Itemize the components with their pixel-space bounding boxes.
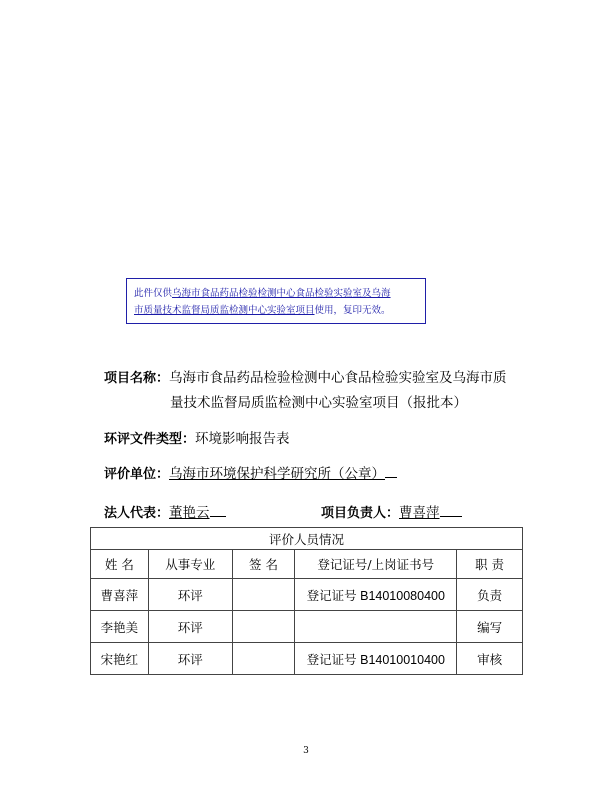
staff-duty: 审核 (457, 643, 523, 675)
project-lead-label: 项目负责人： (321, 506, 400, 521)
page-number: 3 (303, 746, 309, 756)
staff-signature (232, 611, 295, 643)
header-cert-no: 登记证号/上岗证书号 (295, 550, 457, 579)
project-lead-value: 曹喜萍 (399, 505, 440, 521)
staff-signature (232, 579, 295, 611)
usage-notice-box (126, 278, 426, 324)
legal-rep-row (104, 501, 226, 521)
staff-name: 李艳美 (91, 611, 149, 643)
staff-table-title: 评价人员情况 (91, 528, 523, 550)
table-row (91, 643, 523, 675)
notice-project-link-1: 乌海市食品药品检验检测中心食品检验实验室及乌海 (172, 288, 391, 299)
staff-duty: 编写 (457, 611, 523, 643)
staff-name: 曹喜萍 (91, 579, 149, 611)
notice-suffix: 使用，复印无效。 (314, 305, 391, 316)
staff-table (90, 527, 523, 675)
staff-duty: 负责 (457, 579, 523, 611)
staff-table-header-row (91, 550, 523, 579)
header-duty: 职 责 (457, 550, 523, 579)
project-lead-underline-pad (440, 502, 462, 517)
project-name-label: 项目名称： (104, 371, 170, 386)
staff-signature (232, 643, 295, 675)
staff-major: 环评 (148, 643, 232, 675)
project-name-line1: 乌海市食品药品检验检测中心食品检验实验室及乌海市质 (169, 370, 507, 386)
project-name-row (104, 366, 507, 386)
notice-prefix: 此件仅供 (134, 288, 173, 299)
staff-major: 环评 (148, 579, 232, 611)
legal-rep-label: 法人代表： (104, 506, 170, 521)
table-row (91, 579, 523, 611)
eval-unit-underline-pad (385, 463, 397, 478)
legal-rep-value: 董艳云 (169, 505, 210, 521)
project-name-line2: 量技术监督局质监检测中心实验室项目（报批本） (170, 395, 467, 411)
staff-cert-no: 登记证号 B14010010400 (295, 643, 457, 675)
staff-cert-no: 登记证号 B14010080400 (295, 579, 457, 611)
table-row (91, 611, 523, 643)
eval-unit-row (104, 462, 397, 482)
eval-unit-label: 评价单位： (104, 467, 170, 482)
legal-rep-underline-pad (210, 502, 226, 517)
staff-name: 宋艳红 (91, 643, 149, 675)
project-lead-row (321, 501, 462, 521)
doc-type-label: 环评文件类型： (104, 432, 196, 447)
eval-unit-value: 乌海市环境保护科学研究所（公章） (169, 466, 386, 482)
header-name: 姓 名 (91, 550, 149, 579)
project-name-line2-row (170, 391, 467, 411)
staff-table-title-row (91, 528, 523, 550)
header-major: 从事专业 (148, 550, 232, 579)
header-signature: 签 名 (232, 550, 295, 579)
staff-major: 环评 (148, 611, 232, 643)
staff-cert-no (295, 611, 457, 643)
doc-type-row (104, 427, 290, 447)
notice-project-link-2: 市质量技术监督局质监检测中心实验室项目 (134, 305, 315, 316)
doc-type-value: 环境影响报告表 (195, 431, 290, 447)
